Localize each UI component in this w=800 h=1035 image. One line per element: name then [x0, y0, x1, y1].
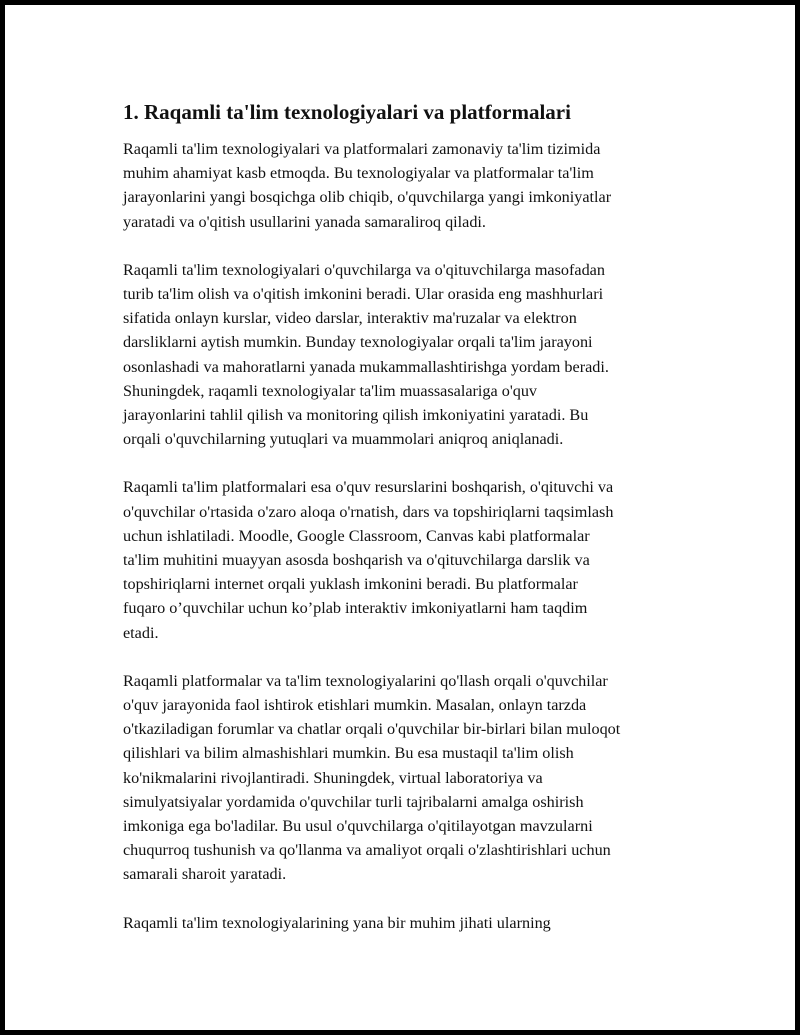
paragraph-line: orqali o'quvchilarning yutuqlari va muammolari aniqroq aniqlanadi.: [123, 430, 564, 449]
paragraph-line: qilishlari va bilim almashishlari mumkin. Bu esa mustaqil ta'lim olish: [123, 744, 574, 763]
paragraph-line: osonlashadi va mahoratlarni yanada mukammallashtirishga yordam beradi.: [123, 357, 609, 376]
paragraph-line: Raqamli ta'lim texnologiyalarining yana bir muhim jihati ularning: [123, 913, 551, 932]
paragraph-line: samarali sharoit yaratadi.: [123, 865, 287, 884]
paragraph-line: Raqamli ta'lim texnologiyalari va platformalari zamonaviy ta'lim tizimida: [123, 140, 601, 158]
paragraph-2: [123, 258, 713, 452]
paragraph-line: sifatida onlayn kurslar, video darslar, interaktiv ma'ruzalar va elektron: [123, 309, 577, 328]
paragraph-line: ko'nikmalarini rivojlantiradi. Shuningdek, virtual laboratoriya va: [123, 768, 543, 787]
paragraph-1: [123, 137, 713, 234]
paragraph-5: [123, 911, 713, 935]
paragraph-line: Raqamli ta'lim texnologiyalari o'quvchilarga va o'qituvchilarga masofadan: [123, 260, 605, 279]
paragraph-line: imkoniga ega bo'ladilar. Bu usul o'quvchilarga o'qitilayotgan mavzularni: [123, 817, 593, 836]
paragraph-line: uchun ishlatiladi. Moodle, Google Classroom, Canvas kabi platformalar: [123, 526, 590, 545]
paragraph-line: muhim ahamiyat kasb etmoqda. Bu texnologiyalar va platformalar ta'lim: [123, 164, 594, 183]
paragraph-line: jarayonlarini yangi bosqichga olib chiqib, o'quvchilarga yangi imkoniyatlar: [123, 188, 612, 207]
paragraph-line: darsliklarni aytish mumkin. Bunday texnologiyalar orqali ta'lim jarayoni: [123, 333, 593, 352]
paragraph-line: Raqamli ta'lim platformalari esa o'quv resurslarini boshqarish, o'qituvchi va: [123, 478, 614, 497]
section-title: 1. Raqamli ta'lim texnologiyalari va platformalari: [123, 100, 571, 124]
paragraph-line: etadi.: [123, 623, 159, 642]
paragraph-line: topshiriqlarni internet orqali yuklash imkonini beradi. Bu platformalar: [123, 575, 578, 594]
paragraph-line: ta'lim muhitini muayyan asosda boshqarish va o'qituvchilarga darslik va: [123, 551, 590, 570]
paragraph-line: chuqurroq tushunish va qo'llanma va amaliyot orqali o'zlashtirishlari uchun: [123, 841, 611, 860]
paragraph-line: fuqaro o’quvchilar uchun ko’plab interaktiv imkoniyatlarni ham taqdim: [123, 599, 588, 618]
paragraph-line: o'tkaziladigan forumlar va chatlar orqali o'quvchilar bir-birlari bilan muloqot: [123, 720, 621, 739]
paragraph-line: jarayonlarini tahlil qilish va monitoring qilish imkoniyatini yaratadi. Bu: [123, 406, 589, 425]
paragraph-line: yaratadi va o'qitish usullarini yanada samaraliroq qiladi.: [123, 212, 486, 231]
paragraph-line: turib ta'lim olish va o'qitish imkonini beradi. Ular orasida eng mashhurlari: [123, 285, 604, 304]
paragraph-3: [123, 475, 713, 644]
page-content: [123, 97, 713, 959]
paragraph-line: simulyatsiyalar yordamida o'quvchilar turli tajribalarni amalga oshirish: [123, 792, 584, 811]
paragraph-line: Shuningdek, raqamli texnologiyalar ta'lim muassasalariga o'quv: [123, 381, 538, 400]
paragraph-line: o'quvchilar o'rtasida o'zaro aloqa o'rnatish, dars va topshiriqlarni taqsimlash: [123, 502, 614, 521]
paragraph-4: [123, 669, 713, 887]
paragraph-line: Raqamli platformalar va ta'lim texnologiyalarini qo'llash orqali o'quvchilar: [123, 671, 608, 690]
paragraph-line: o'quv jarayonida faol ishtirok etishlari mumkin. Masalan, onlayn tarzda: [123, 696, 587, 715]
